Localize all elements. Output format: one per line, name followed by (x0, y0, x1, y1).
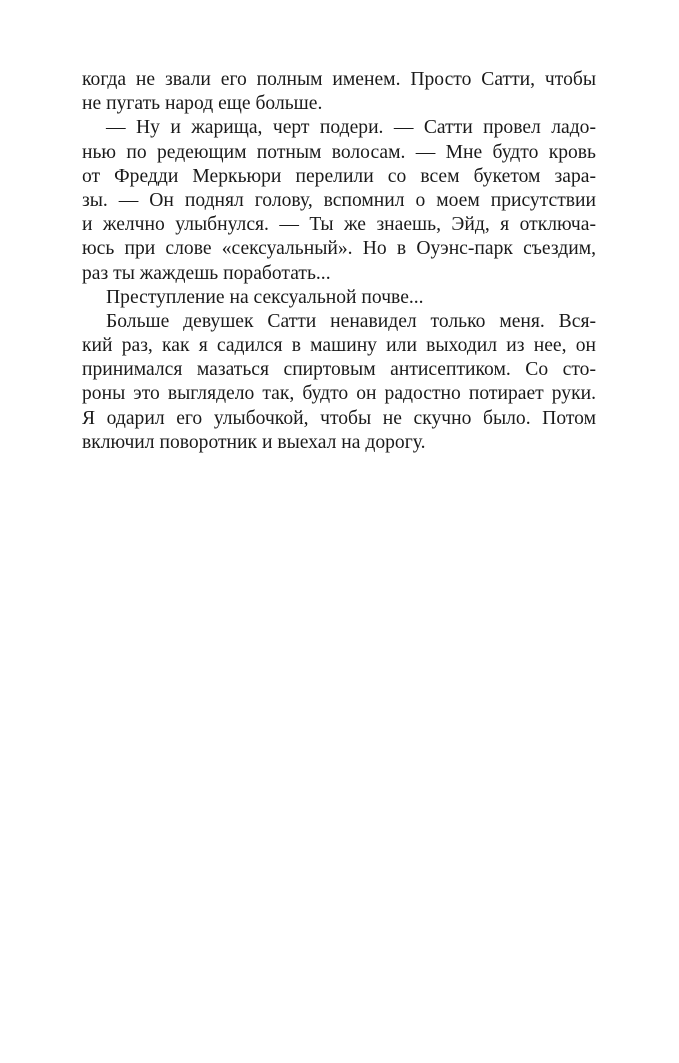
text-line: раз ты жаждешь поработать... (82, 262, 331, 284)
text-line: юсь при слове «сексуальный». Но в Оуэнс-парк съездим, (82, 238, 596, 260)
text-line: роны это выглядело так, будто он радостно потирает руки. (82, 383, 596, 405)
text-line: не пугать народ еще больше. (82, 93, 323, 115)
text-line: Я одарил его улыбочкой, чтобы не скучно было. Потом (82, 407, 596, 429)
text-line: от Фредди Меркьюри перелили со всем букетом зара- (82, 165, 596, 187)
text-line: и желчно улыбнулся. — Ты же знаешь, Эйд, я отключа- (82, 214, 596, 236)
text-line: когда не звали его полным именем. Просто Сатти, чтобы (82, 69, 596, 90)
text-line: нью по редеющим потным волосам. — Мне будто кровь (82, 141, 596, 163)
text-line: — Ну и жарища, черт подери. — Сатти провел ладо- (106, 117, 596, 139)
text-line: кий раз, как я садился в машину или выходил из нее, он (82, 335, 596, 357)
text-line: Преступление на сексуальной почве... (106, 286, 424, 308)
body-text (82, 68, 596, 455)
text-line: включил поворотник и выехал на дорогу. (82, 431, 426, 453)
text-line: принимался мазаться спиртовым антисептиком. Со сто- (82, 359, 596, 381)
text-line: Больше девушек Сатти ненавидел только меня. Вся- (106, 310, 596, 332)
text-line: зы. — Он поднял голову, вспомнил о моем присутствии (82, 189, 596, 211)
